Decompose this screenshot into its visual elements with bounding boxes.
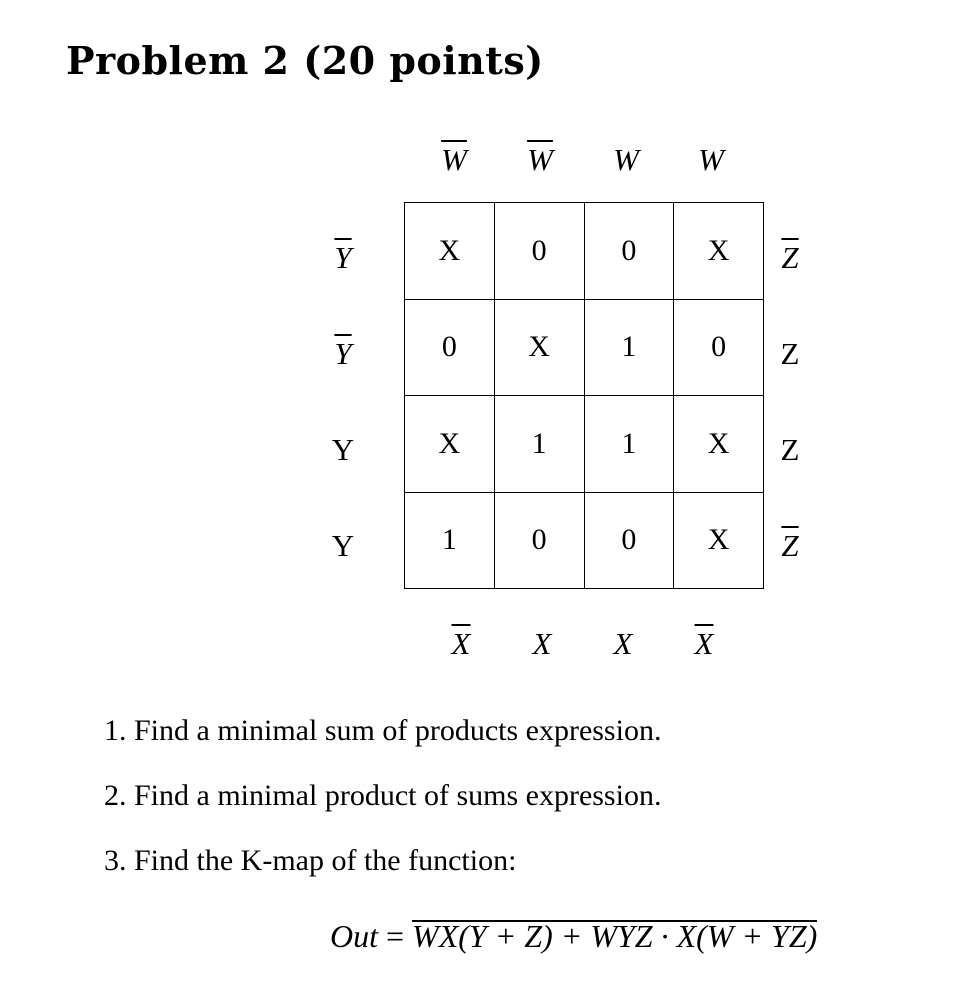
row-label-right-4: [762, 528, 818, 564]
col-label-top-2-text: $\overline{W}$: [527, 142, 553, 177]
kmap-row: [405, 396, 764, 493]
col-label-bottom-4-text: $\overline{X}$: [694, 626, 714, 661]
row-label-left-4: [318, 528, 368, 564]
kmap-cell: X: [405, 203, 495, 300]
kmap-cell: 1: [584, 396, 674, 493]
row-label-left-2: [318, 336, 368, 372]
col-label-bottom-4: [659, 626, 749, 662]
col-label-bottom-3-text: X: [613, 626, 633, 661]
col-label-top-4: [666, 142, 756, 178]
row-label-left-2-text: $\overline{Y}$: [334, 336, 352, 371]
col-label-bottom-2: [497, 626, 587, 662]
kmap-cell: X: [674, 492, 764, 589]
col-label-top-1-text: $\overline{W}$: [441, 142, 467, 177]
kmap-cell: X: [674, 203, 764, 300]
row-label-left-1-text: $\overline{Y}$: [334, 240, 352, 275]
col-label-bottom-1: [416, 626, 506, 662]
kmap-cell: 1: [405, 492, 495, 589]
question-1: 1. Find a minimal sum of products expression.: [104, 714, 662, 747]
col-label-bottom-2-text: X: [532, 626, 552, 661]
kmap-row: [405, 203, 764, 300]
row-label-right-4-text: $\overline{Z}$: [781, 528, 799, 563]
row-label-left-4-text: Y: [331, 528, 355, 563]
col-label-top-1: [409, 142, 499, 178]
row-label-right-2-text: Z: [780, 336, 800, 371]
formula-rhs-wrap: [412, 918, 817, 955]
row-label-left-1: [318, 240, 368, 276]
col-label-bottom-3: [578, 626, 668, 662]
formula-equals: =: [378, 918, 413, 954]
row-label-right-2: [762, 336, 818, 372]
problem-title: Problem 2 (20 points): [66, 38, 544, 83]
kmap-cell: 1: [584, 299, 674, 396]
kmap-cell: 1: [494, 396, 584, 493]
kmap-cell: X: [405, 396, 495, 493]
col-label-top-3-text: W: [613, 142, 639, 177]
col-label-top-2: [495, 142, 585, 178]
kmap-cell: 0: [584, 492, 674, 589]
col-label-bottom-1-text: $\overline{X}$: [451, 626, 471, 661]
question-3: 3. Find the K-map of the function:: [104, 844, 517, 877]
kmap-cell: X: [494, 299, 584, 396]
row-label-right-3: [762, 432, 818, 468]
row-label-right-1-text: $\overline{Z}$: [781, 240, 799, 275]
question-2: 2. Find a minimal product of sums expression.: [104, 779, 662, 812]
kmap-cell: 0: [405, 299, 495, 396]
formula-overbar: [412, 920, 817, 922]
kmap-row: [405, 299, 764, 396]
col-label-top-4-text: W: [698, 142, 724, 177]
kmap-cell: 0: [584, 203, 674, 300]
row-label-left-3: [318, 432, 368, 468]
kmap-cell: 0: [494, 203, 584, 300]
formula-lhs: Out: [330, 918, 378, 954]
kmap-cell: 0: [494, 492, 584, 589]
row-label-right-3-text: Z: [780, 432, 800, 467]
col-label-top-3: [581, 142, 671, 178]
kmap-grid: [404, 202, 764, 589]
formula: [330, 918, 817, 955]
kmap-row: [405, 492, 764, 589]
formula-rhs: WX(Y + Z) + WYZ · X(W + YZ): [412, 918, 818, 954]
row-label-left-3-text: Y: [331, 432, 355, 467]
row-label-right-1: [762, 240, 818, 276]
kmap-cell: 0: [674, 299, 764, 396]
kmap-cell: X: [674, 396, 764, 493]
